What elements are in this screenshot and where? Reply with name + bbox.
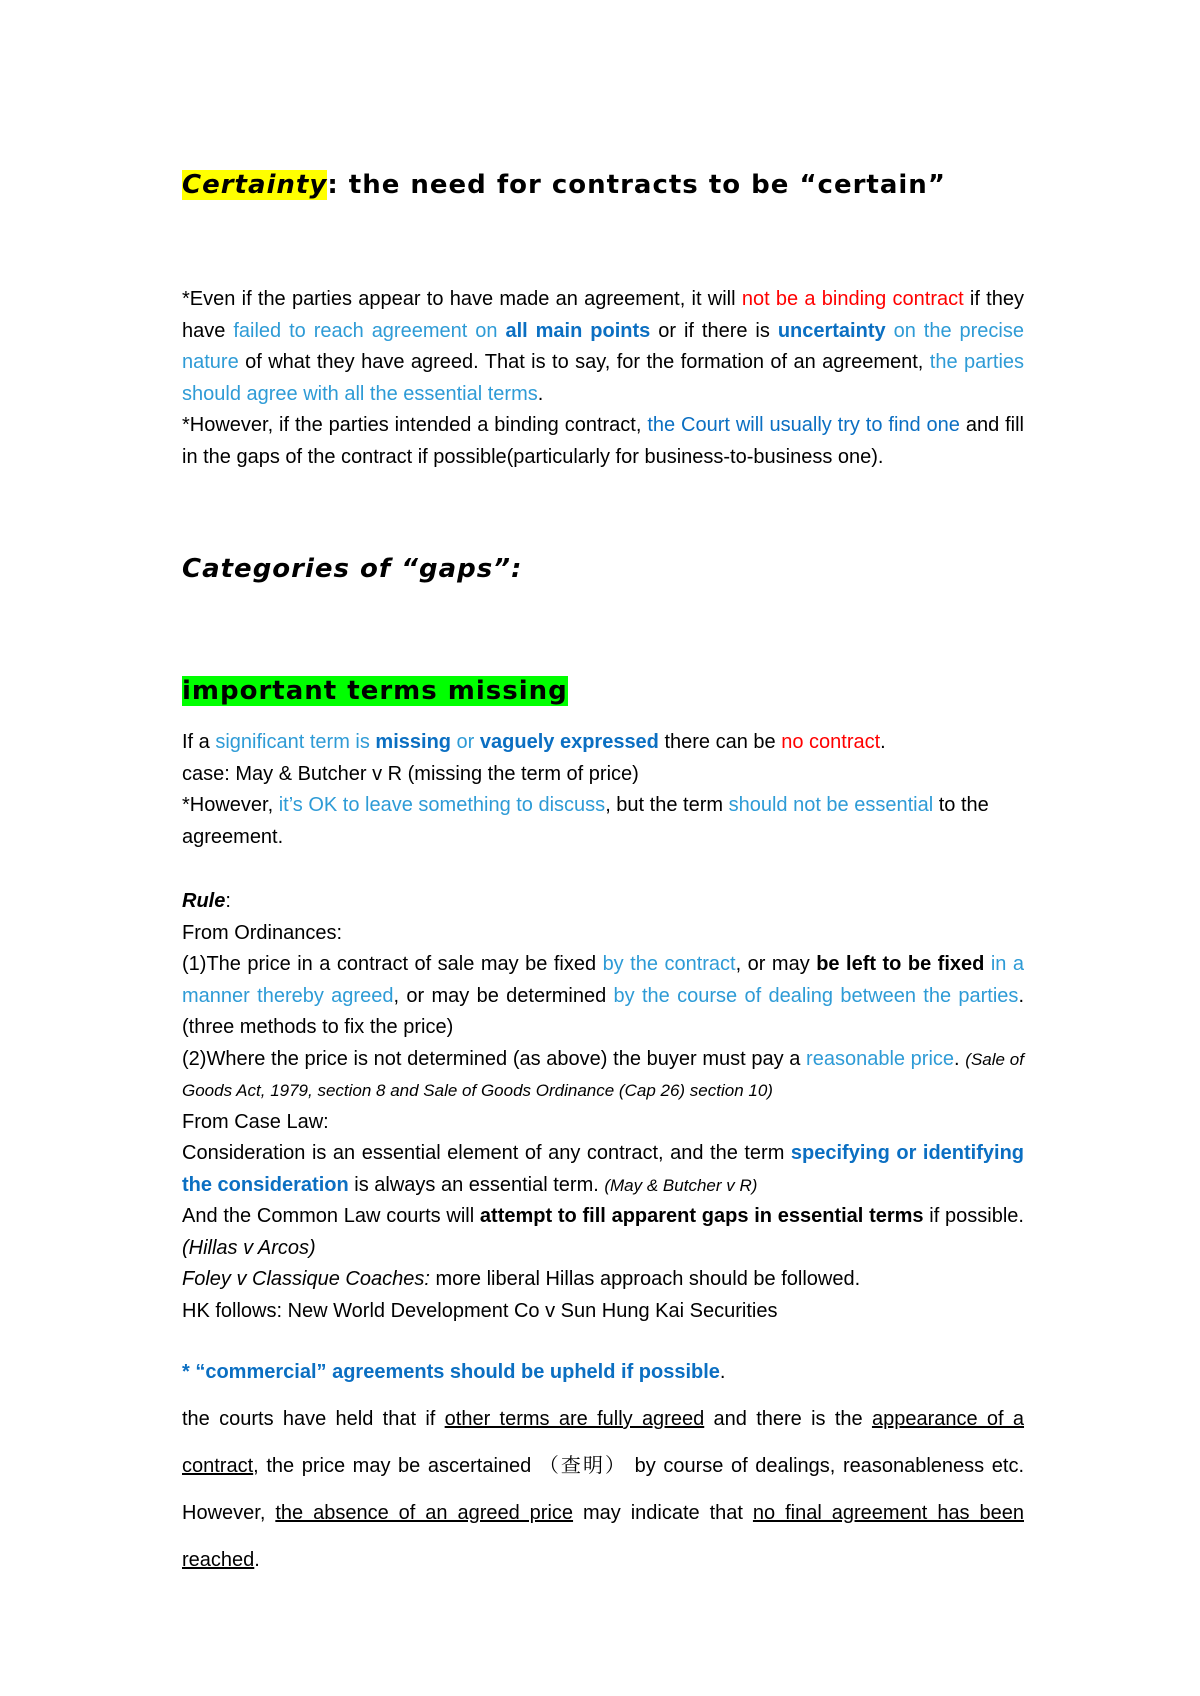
text-run: , or may — [735, 953, 817, 975]
text-run: : — [225, 890, 231, 912]
emphasis-blue: by the contract — [602, 953, 736, 975]
emphasis-blue: by the course of dealing between the parties — [613, 984, 1019, 1007]
text-run: . — [880, 731, 886, 753]
emphasis-bold-blue: specifying or identifying the consideration — [182, 1142, 1025, 1196]
rules-section — [182, 886, 1024, 1327]
emphasis-bold-blue: uncertainty — [777, 319, 886, 342]
heading-categories: Categories of “gaps”: — [182, 554, 523, 584]
text-run: the courts have held that if — [182, 1408, 445, 1430]
text-run: or if there is — [650, 319, 778, 342]
heading-highlight: Certainty — [182, 170, 328, 200]
commercial-heading — [182, 1357, 1024, 1388]
case-reference: case: May & Butcher v R (missing the term of price) — [182, 762, 639, 785]
emphasis-bold-blue: vaguely expressed — [479, 731, 659, 753]
heading-important-terms — [182, 676, 568, 706]
emphasis-blue: failed to reach agreement on — [233, 319, 506, 342]
subheading: From Ordinances: — [182, 921, 343, 944]
text-run: And the Common Law courts will — [182, 1205, 480, 1227]
rule-label: Rule — [182, 890, 226, 912]
text-run: . — [719, 1361, 726, 1383]
emphasis-bold: attempt to fill apparent gaps in essential terms — [479, 1205, 924, 1227]
text-run: *Even if the parties appear to have made an agreement, it will — [182, 288, 742, 310]
emphasis-blue: in a manner thereby agreed — [182, 953, 1025, 1007]
subheading: From Case Law: — [182, 1110, 329, 1133]
text-run: *However, — [182, 794, 279, 816]
case-name: Foley v Classique Coaches: — [182, 1268, 430, 1290]
emphasis-blue: it’s OK to leave something to discuss — [278, 794, 606, 816]
text-run: . (three methods to fix the price) — [182, 984, 1024, 1038]
emphasis-blue: should not be essential — [728, 794, 934, 816]
text-run: HK follows: New World Development Co v Sun Hung Kai Securities — [182, 1299, 778, 1322]
text-run: (2)Where the price is not determined (as above) the buyer must pay a — [182, 1047, 807, 1070]
underlined-text: appearance of a contract — [182, 1408, 1025, 1477]
emphasis-red: no contract — [781, 731, 881, 753]
emphasis-blue: the Court will usually try to find one — [647, 414, 960, 436]
text-run: . — [254, 1549, 260, 1571]
underlined-text: the absence of an agreed price — [275, 1502, 574, 1524]
section-missing-terms — [182, 727, 1024, 853]
text-run: to the agreement. — [182, 794, 989, 848]
text-run: and there is the — [704, 1408, 872, 1430]
emphasis-blue: significant term is — [215, 731, 376, 753]
text-run: (1)The price in a contract of sale may be fixed — [182, 953, 603, 975]
emphasis-bold-blue: all main points — [505, 319, 651, 342]
text-run: of what they have agreed. That is to say, for the formation of an agreement, — [238, 351, 930, 373]
text-run: If a — [182, 731, 216, 753]
text-run: may indicate that — [573, 1502, 753, 1524]
emphasis-red: not be a binding contract — [741, 288, 964, 310]
text-run: . — [954, 1047, 966, 1070]
intro-paragraph — [182, 284, 1024, 473]
text-run: *However, if the parties intended a binding contract, — [182, 414, 648, 436]
emphasis-blue: on the precise nature — [182, 319, 1024, 373]
closing-paragraph — [182, 1396, 1024, 1584]
text-run: . — [537, 382, 544, 405]
case-citation: (May & Butcher v R) — [604, 1175, 758, 1195]
case-citation: (Hillas v Arcos) — [182, 1236, 316, 1259]
text-run: more liberal Hillas approach should be followed. — [429, 1268, 861, 1290]
heading-rest: : the need for contracts to be “certain” — [327, 170, 946, 200]
bullet-star: * — [182, 1361, 196, 1383]
heading-certainty — [182, 170, 946, 200]
underlined-text: no final agreement has been reached — [182, 1502, 1024, 1571]
text-run: if possible. — [923, 1205, 1024, 1227]
emphasis-blue: the parties should agree with all the essential terms — [182, 351, 1025, 405]
heading-highlight: important terms missing — [182, 676, 568, 706]
text-run: , but the term — [605, 794, 729, 816]
text-run: there can be — [658, 731, 782, 753]
statute-citation: (Sale of Goods Act, 1979, section 8 and Sale of Goods Ordinance (Cap 26) section 10) — [182, 1049, 1024, 1100]
emphasis-bold: be left to be fixed — [816, 953, 985, 975]
emphasis-blue: reasonable price — [806, 1047, 955, 1070]
underlined-text: other terms are fully agreed — [444, 1408, 705, 1430]
emphasis-blue: or — [451, 731, 480, 753]
text-run: if they have — [182, 288, 1024, 342]
text-run: , or may be determined — [393, 984, 614, 1007]
text-run: Consideration is an essential element of any contract, and the term — [182, 1142, 791, 1164]
emphasis-bold-blue: “commercial” agreements should be upheld if possible — [195, 1361, 720, 1383]
text-run: is always an essential term. — [348, 1173, 605, 1196]
text-run: , the price may be ascertained （查明） by course of dealings, reasonableness etc. However, — [182, 1455, 1024, 1524]
emphasis-bold-blue: missing — [375, 731, 451, 753]
text-run: and fill in the gaps of the contract if possible(particularly for business-to-business one). — [182, 414, 1024, 468]
